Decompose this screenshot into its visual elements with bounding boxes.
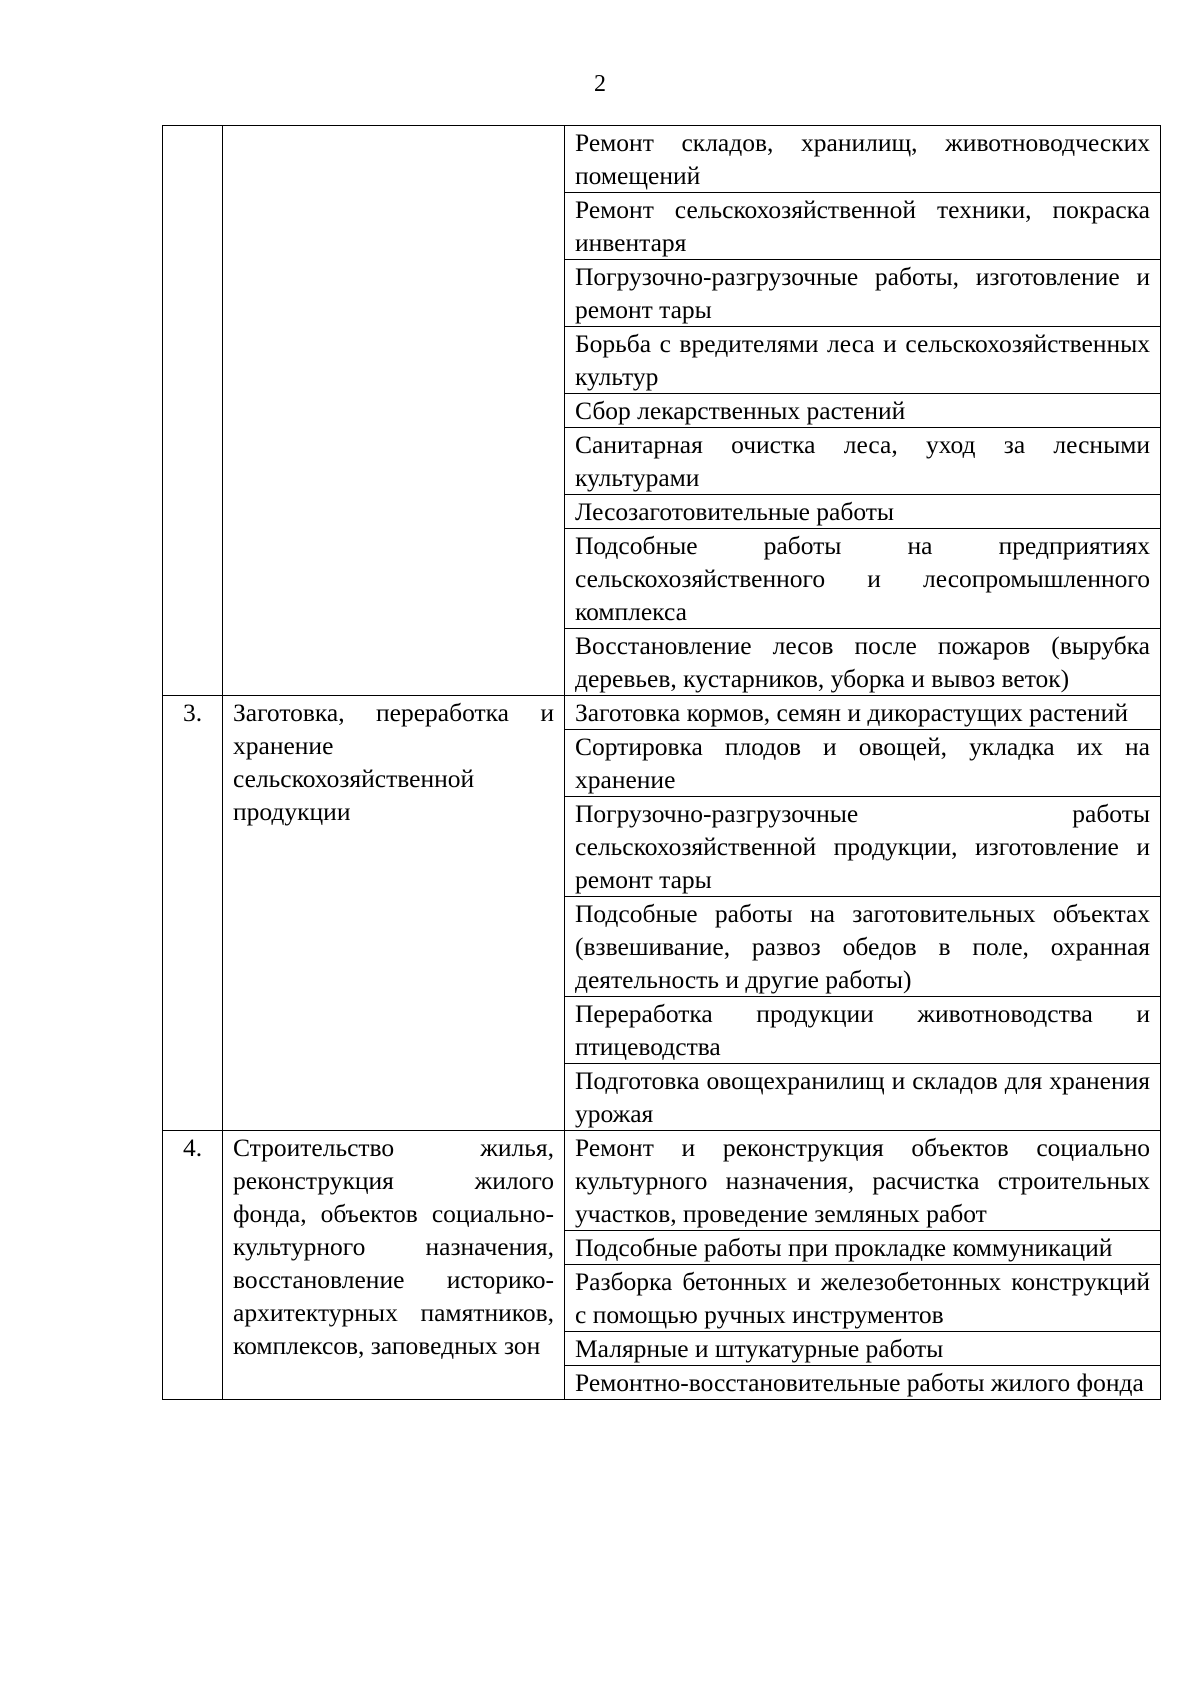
page-number: 2 (594, 71, 606, 97)
work-item: Погрузочно-разгрузочные работы, изготовление и ремонт тары (565, 260, 1161, 327)
table-row (163, 696, 1161, 730)
work-item: Восстановление лесов после пожаров (вырубка деревьев, кустарников, уборка и вывоз веток) (565, 629, 1161, 696)
work-item: Подготовка овощехранилищ и складов для хранения урожая (565, 1064, 1161, 1131)
row-number (163, 126, 223, 696)
row-number: 3. (163, 696, 223, 1131)
work-item: Малярные и штукатурные работы (565, 1332, 1161, 1366)
work-item: Борьба с вредителями леса и сельскохозяйственных культур (565, 327, 1161, 394)
work-item: Заготовка кормов, семян и дикорастущих растений (565, 696, 1161, 730)
work-item: Переработка продукции животноводства и птицеводства (565, 997, 1161, 1064)
table-row (163, 126, 1161, 193)
public-works-table (162, 125, 1161, 1400)
work-item: Ремонтно-восстановительные работы жилого фонда (565, 1366, 1161, 1400)
work-item: Подсобные работы при прокладке коммуникаций (565, 1231, 1161, 1265)
work-item: Ремонт и реконструкция объектов социально культурного назначения, расчистка строительных участков, проведение земляных работ (565, 1131, 1161, 1231)
table-row (163, 1131, 1161, 1231)
work-item: Подсобные работы на предприятиях сельскохозяйственного и лесопромышленного комплекса (565, 529, 1161, 629)
work-item: Лесозаготовительные работы (565, 495, 1161, 529)
work-category: Строительство жилья, реконструкция жилого фонда, объектов социально-культурного назначения, восстановление историко-архитектурных памятников, комплексов, заповедных зон (223, 1131, 565, 1400)
work-item: Ремонт сельскохозяйственной техники, покраска инвентаря (565, 193, 1161, 260)
row-number: 4. (163, 1131, 223, 1400)
work-item: Разборка бетонных и железобетонных конструкций с помощью ручных инструментов (565, 1265, 1161, 1332)
work-item: Погрузочно-разгрузочные работы сельскохозяйственной продукции, изготовление и ремонт тары (565, 797, 1161, 897)
work-category: Заготовка, переработка и хранение сельскохозяйственной продукции (223, 696, 565, 1131)
work-category (223, 126, 565, 696)
work-item: Сбор лекарственных растений (565, 394, 1161, 428)
work-item: Сортировка плодов и овощей, укладка их на хранение (565, 730, 1161, 797)
work-item: Санитарная очистка леса, уход за лесными культурами (565, 428, 1161, 495)
work-item: Ремонт складов, хранилищ, животноводческих помещений (565, 126, 1161, 193)
work-item: Подсобные работы на заготовительных объектах (взвешивание, развоз обедов в поле, охранная деятельность и другие работы) (565, 897, 1161, 997)
